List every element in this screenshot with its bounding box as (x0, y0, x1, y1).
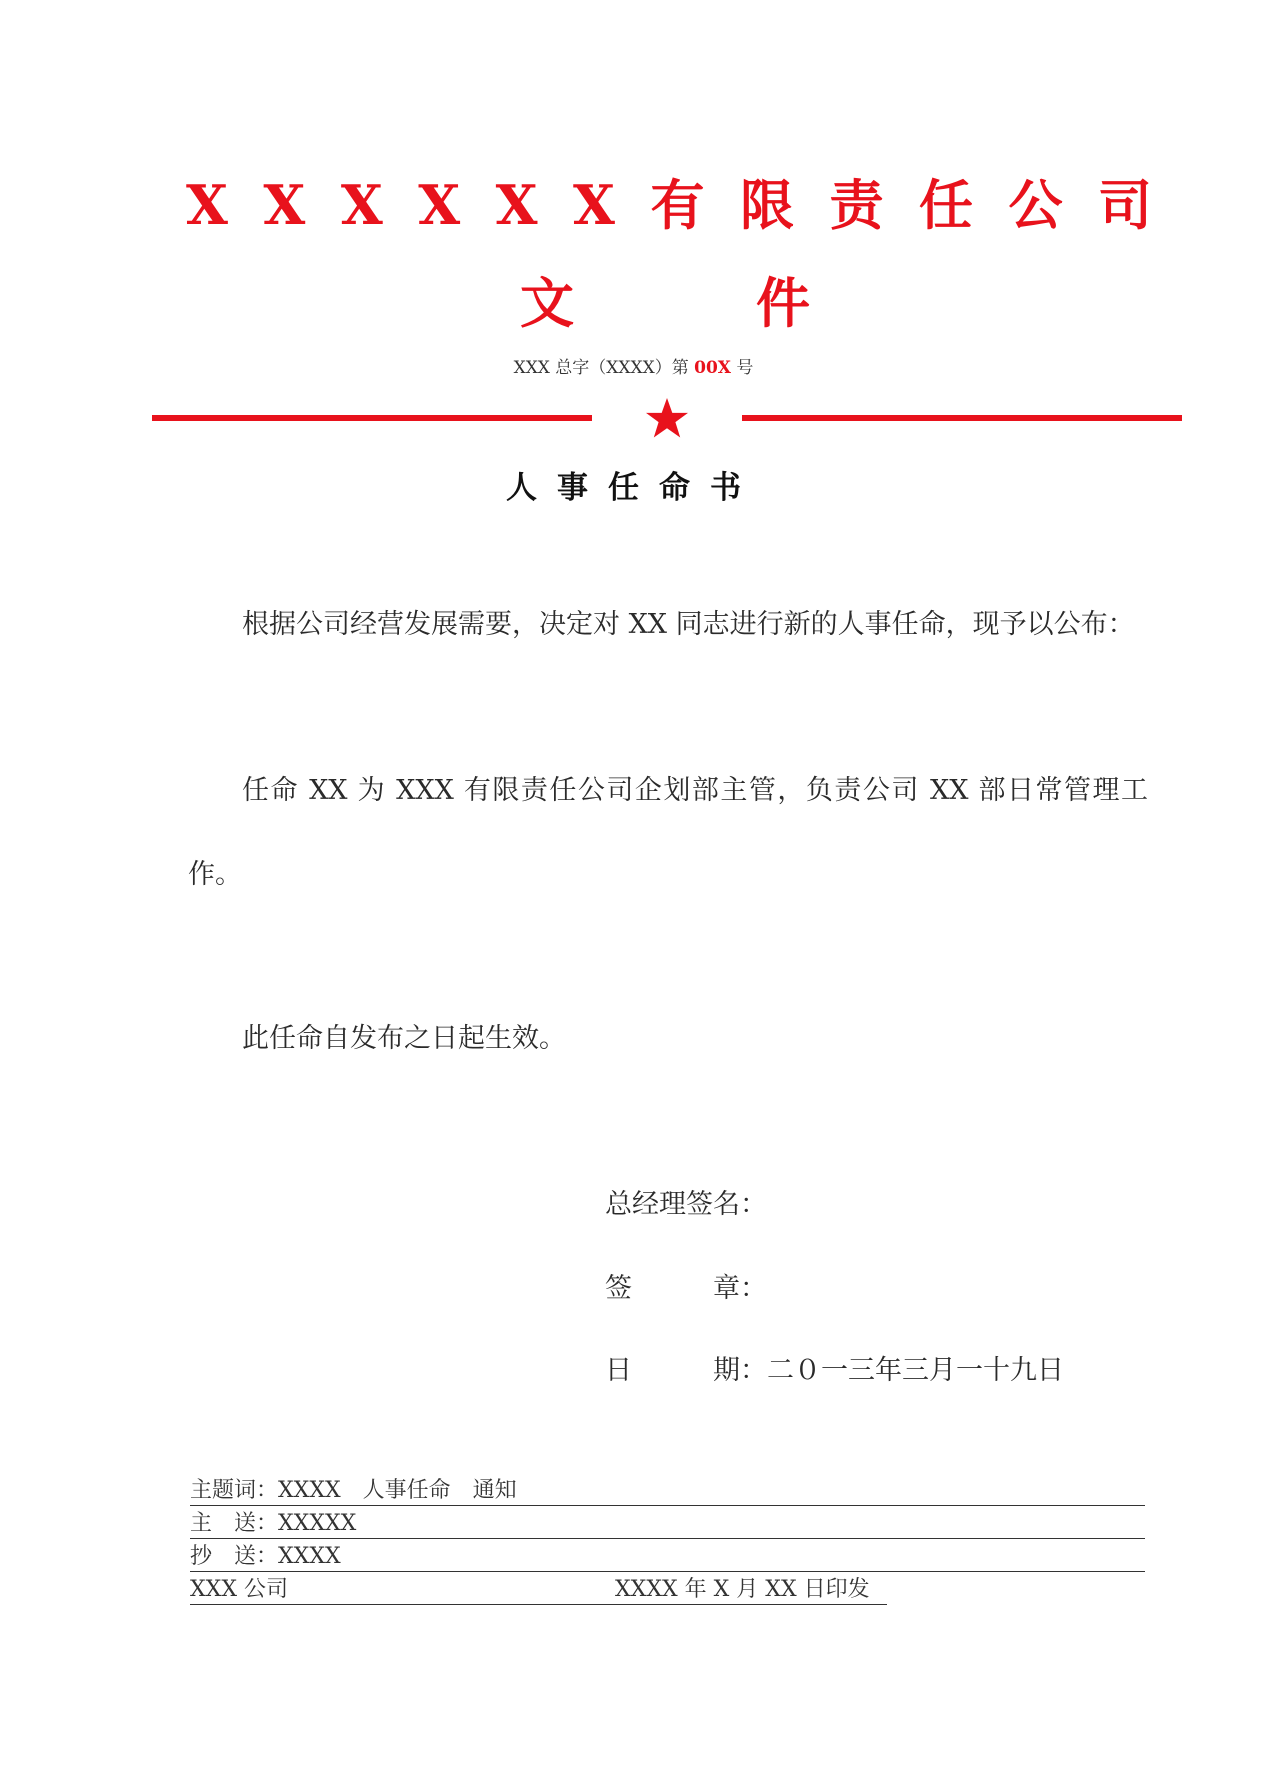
letterhead-doc-word (520, 268, 810, 338)
letterhead-char: 有 (650, 173, 705, 237)
doc-number-highlight: 00X (694, 358, 731, 378)
red-rule-right (742, 415, 1182, 421)
letterhead-char: X (340, 173, 383, 237)
manager-signature-label: 总经理签名： (605, 1189, 767, 1220)
footer-issued-date: XXXX 年 X 月 XX 日印发 (615, 1577, 870, 1602)
document-number (0, 353, 1267, 378)
footer-to: 主 送：XXXXX (190, 1511, 357, 1536)
letterhead-char: 公 (1008, 173, 1063, 237)
letterhead-char: X (263, 173, 306, 237)
date-label: 日 期： (605, 1355, 767, 1386)
footer-cc: 抄 送：XXXX (190, 1544, 341, 1569)
letterhead-char: 责 (829, 173, 884, 237)
red-rule-left (152, 415, 592, 421)
body-paragraph-1: 根据公司经营发展需要，决定对 XX 同志进行新的人事任命，现予以公布： (242, 609, 1135, 640)
footer-to-row (190, 1507, 1145, 1539)
letterhead-char: 文 (520, 271, 574, 335)
footer-subject-row (190, 1474, 1145, 1506)
document-title: 人事任命书 (506, 470, 761, 506)
footer-subject: 主题词：XXXX 人事任命 通知 (190, 1478, 517, 1503)
body-paragraph-2: 任命 XX 为 XXX 有限责任公司企划部主管，负责公司 XX 部日常管理工作。 (188, 775, 1148, 890)
letterhead-char: 限 (739, 173, 794, 237)
footer-issue-row (190, 1573, 887, 1605)
letterhead-char: 司 (1097, 173, 1152, 237)
letterhead-char: 任 (918, 173, 973, 237)
footer-issuer: XXX 公司 (190, 1577, 288, 1602)
letterhead-char: X (186, 173, 228, 237)
footer-cc-row (190, 1540, 1145, 1572)
date-line (605, 1348, 1064, 1387)
letterhead-char: X (495, 173, 538, 237)
doc-number-suffix: 号 (730, 358, 754, 378)
date-value: 二０一三年三月一十九日 (767, 1355, 1064, 1386)
star-icon (644, 396, 690, 442)
body-paragraph-3: 此任命自发布之日起生效。 (242, 1023, 566, 1054)
letterhead-company-name (186, 165, 1152, 245)
letterhead-char: 件 (756, 271, 810, 335)
letterhead-char: X (573, 173, 615, 237)
seal-label: 签 章： (605, 1273, 767, 1304)
doc-number-prefix: XXX 总字（XXXX）第 (513, 358, 695, 378)
letterhead-char: X (418, 173, 461, 237)
